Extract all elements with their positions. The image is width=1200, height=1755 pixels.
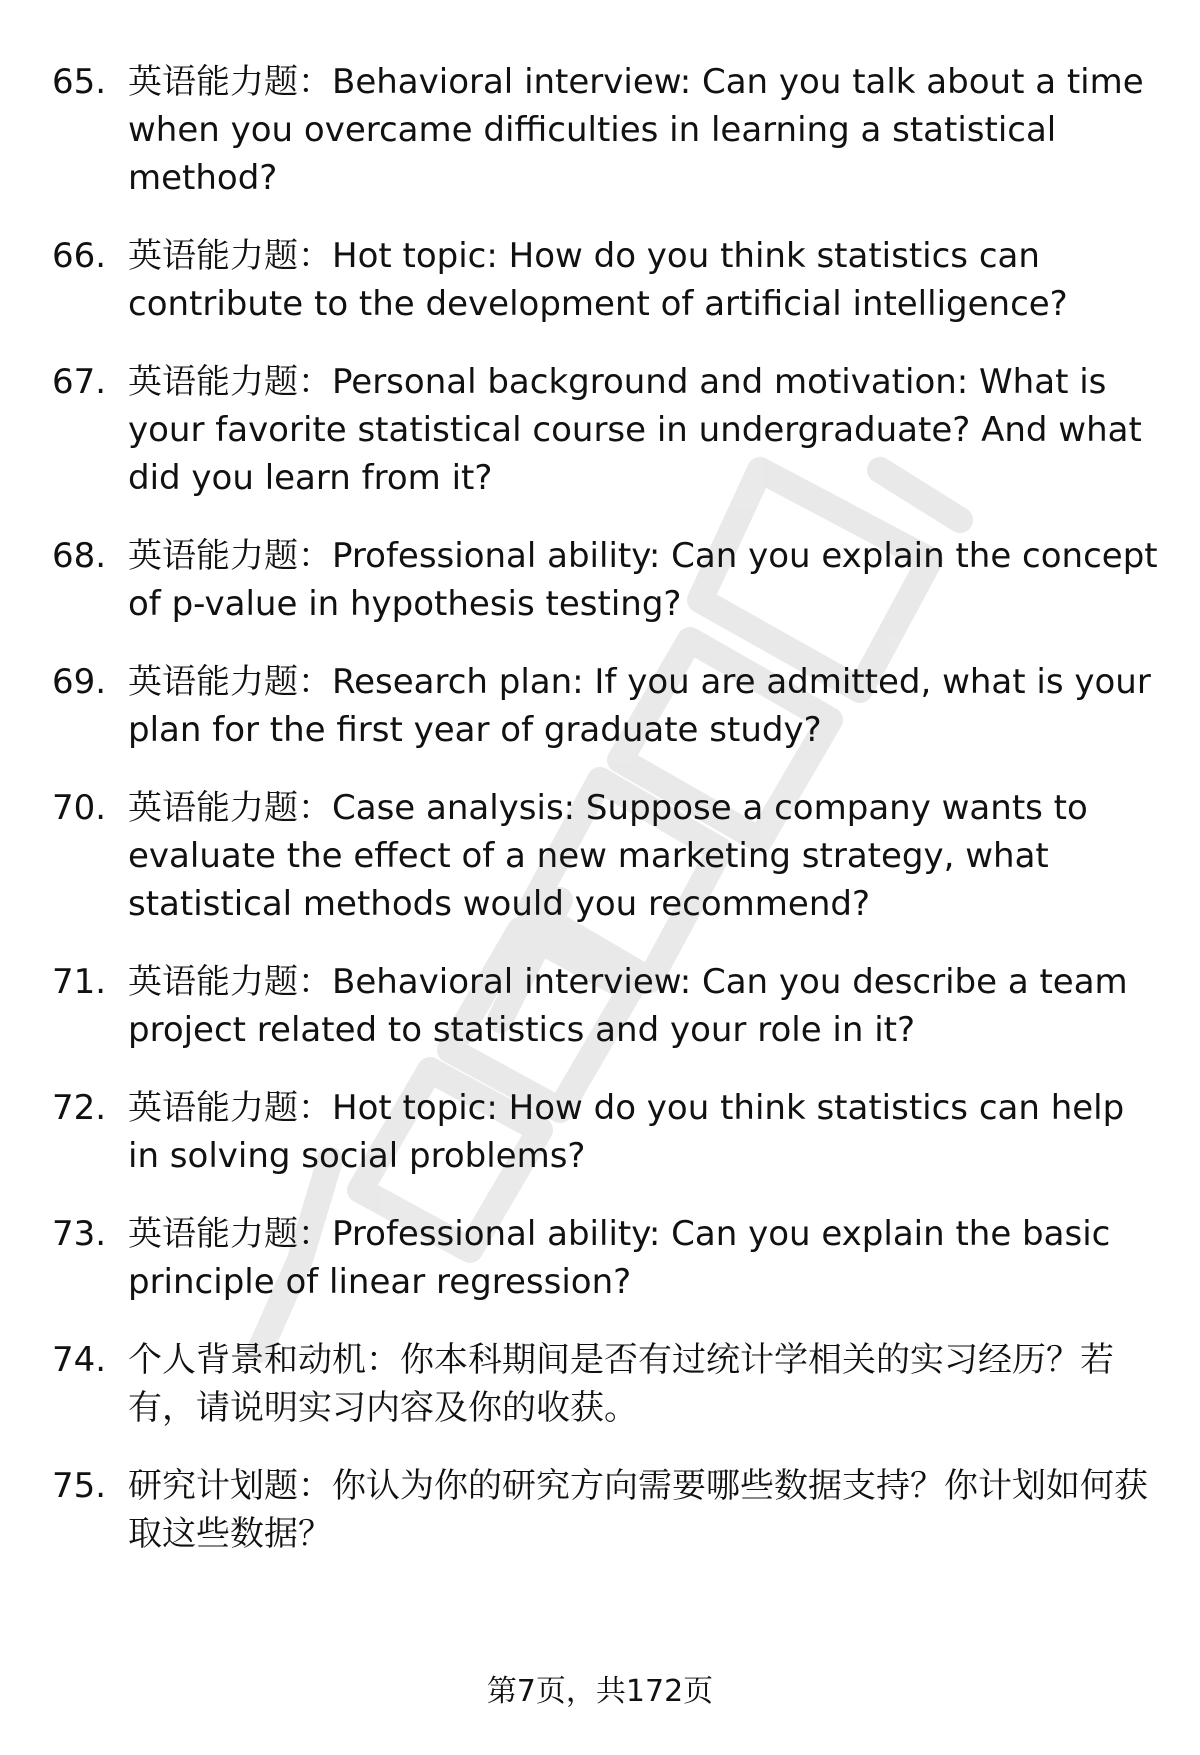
question-number: 71.	[52, 962, 107, 1002]
question-item	[0, 1210, 1200, 1306]
question-item	[0, 958, 1200, 1054]
question-number: 73.	[52, 1214, 107, 1254]
question-number: 69.	[52, 662, 107, 702]
question-number: 72.	[52, 1088, 107, 1128]
question-item	[0, 658, 1200, 754]
question-item	[0, 358, 1200, 502]
question-item	[0, 532, 1200, 628]
question-list	[0, 58, 1200, 1588]
question-text: 英语能力题：Personal background and motivation: What is your favorite statistical course in undergraduate? And what did you learn from it?	[128, 362, 1142, 498]
question-number: 68.	[52, 536, 107, 576]
question-item	[0, 1336, 1200, 1432]
question-item	[0, 232, 1200, 328]
question-item	[0, 1084, 1200, 1180]
question-text: 英语能力题：Case analysis: Suppose a company wants to evaluate the effect of a new marketing strategy, what statistical methods would you recommend?	[128, 788, 1088, 924]
question-text: 个人背景和动机：你本科期间是否有过统计学相关的实习经历？若有，请说明实习内容及你的收获。	[128, 1340, 1114, 1428]
question-number: 65.	[52, 62, 107, 102]
question-text: 英语能力题：Hot topic: How do you think statistics can contribute to the development of artificial intelligence?	[128, 236, 1068, 324]
question-number: 74.	[52, 1340, 107, 1380]
question-item	[0, 58, 1200, 202]
question-number: 66.	[52, 236, 107, 276]
question-text: 英语能力题：Professional ability: Can you explain the concept of p-value in hypothesis testing?	[128, 536, 1158, 624]
question-item	[0, 1462, 1200, 1558]
question-item	[0, 784, 1200, 928]
question-number: 70.	[52, 788, 107, 828]
question-text: 研究计划题：你认为你的研究方向需要哪些数据支持？你计划如何获取这些数据？	[128, 1466, 1148, 1554]
question-number: 67.	[52, 362, 107, 402]
page-footer: 第7页，共172页	[486, 1674, 714, 1709]
question-text: 英语能力题：Behavioral interview: Can you talk about a time when you overcame difficulties in learning a statistical method?	[128, 62, 1144, 198]
question-text: 英语能力题：Hot topic: How do you think statistics can help in solving social problems?	[128, 1088, 1125, 1176]
question-text: 英语能力题：Research plan: If you are admitted, what is your plan for the first year of graduate study?	[128, 662, 1151, 750]
question-text: 英语能力题：Behavioral interview: Can you describe a team project related to statistics and your role in it?	[128, 962, 1128, 1050]
question-number: 75.	[52, 1466, 107, 1506]
question-text: 英语能力题：Professional ability: Can you explain the basic principle of linear regression?	[128, 1214, 1111, 1302]
